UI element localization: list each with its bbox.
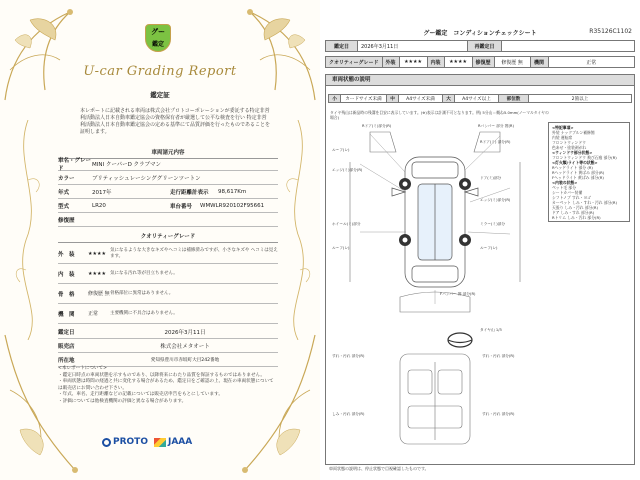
remarks-panel <box>548 122 630 222</box>
grade-description: 骨格部位に異常はありません。 <box>110 290 174 296</box>
grade-row-exterior <box>58 244 278 264</box>
vehicle-model-value: LR20 <box>92 203 106 209</box>
damage-label: Rドア(ミ)部分(R) <box>362 124 392 128</box>
flourish-left-side-decoration <box>8 120 48 340</box>
tire-legend-note: タイヤ残山は新品時の残溝を目安に表示しています。(※)表示は計測不可となります。例) 5分山＝概ね5.0mm(ノーマルタイヤの場合) <box>330 110 549 120</box>
engine-value: 正常 <box>548 57 634 68</box>
legend-small-desc: カードサイズ未満 <box>341 95 387 103</box>
vehicle-color-row <box>58 172 278 185</box>
remarks-line: シートカバー装備 <box>552 190 583 195</box>
legend-large: 大 <box>443 95 455 103</box>
damage-label: ルーフ(レ) <box>332 246 350 250</box>
vehicle-year-label: 年式 <box>58 190 70 196</box>
sheet-footer-note: 車両状態の説明は、停止状態で目視確認したものです。 <box>329 466 429 471</box>
history-label: 修復歴 <box>472 57 494 68</box>
remarks-line: 天張り しみ・汚れ 部分(R) <box>552 205 598 210</box>
appraisal-date-value: 2026年3月11日 <box>164 330 206 336</box>
jaaa-logo <box>154 437 192 447</box>
size-legend-table <box>328 94 632 103</box>
remarks-section-title: <灯火類/ライト等の状態> <box>552 160 598 165</box>
vehicle-history-row <box>58 214 278 227</box>
flourish-right-side-decoration <box>278 120 318 340</box>
vehicle-color-label: カラー <box>58 176 75 182</box>
remarks-line: 内装 運転席 <box>552 135 573 140</box>
grade-stars: 修復歴 無 <box>88 291 110 297</box>
remarks-line: Rヘッドライト 黄ばみ 部分(R) <box>552 170 605 175</box>
proto-logo-icon <box>102 438 111 447</box>
grade-stars: ★★★★ <box>88 270 106 277</box>
note-item: ・鑑定日時点の車両状態を示すものであり、以降将来にわたり品質を保証するものではありません。 <box>58 372 265 378</box>
remarks-line: カーペット しみ・すれ・汚れ 部分(R) <box>552 200 617 205</box>
remarks-line: Rヘッドライト 部分 (R) <box>552 165 593 170</box>
grade-description: 気になる汚れ等が目立ちません。 <box>110 270 178 276</box>
damage-label: Fバンパー 擦 部分(R) <box>440 292 476 296</box>
certificate-intro-text: 本レポートに記載される車両は株式会社プロトコーポレーションが委託する特定非営利活動法人日本自動車鑑定協会の資格保有者が厳選して公平な検査を行い 特定非営利活動法人日本自動車鑑定協会の定める基準にて品質評価を行ったものであることを証明します。 <box>80 108 271 135</box>
vehicle-section-title: 車両諸元内容 <box>58 148 278 159</box>
footer-logos <box>102 434 222 450</box>
state-section-title: 車両状態の説明 <box>325 74 635 85</box>
appraisal-date-label: 鑑定日 <box>58 330 75 336</box>
exterior-label: 外装 <box>382 57 399 68</box>
legend-medium-desc: A4サイズ未満 <box>399 95 443 103</box>
vehicle-year-value: 2017年 <box>92 190 112 196</box>
damage-label: タイヤ山 1/3 <box>480 328 502 332</box>
damage-label: しみ・汚れ 部分(R) <box>332 412 365 416</box>
legend-medium: 中 <box>387 95 399 103</box>
damage-label: ドア(ミ)部分 <box>480 176 502 180</box>
notes-title: <本レポートについて> <box>58 366 107 371</box>
proto-logo <box>102 437 148 447</box>
badge-bottom-text: 鑑定 <box>151 41 164 48</box>
vehicle-mileage-label: 走行距離計表示 <box>170 190 209 196</box>
grade-label: 外 装 <box>58 251 75 258</box>
damage-label: ルーフ(レ) <box>332 148 350 152</box>
sheet-date-table <box>325 40 635 52</box>
sheet-id: R35126C1102 <box>589 28 632 35</box>
history-value: 修復歴 無 <box>494 57 530 68</box>
grade-row-frame <box>58 284 278 304</box>
damage-label: ミラー(ミ)部分 <box>480 222 506 226</box>
vehicle-history-label: 修復歴 <box>58 218 75 224</box>
remarks-section-title: <特記事項> <box>552 125 574 130</box>
address-label: 所在地 <box>58 358 75 364</box>
damage-label: すれ・汚れ 部分(R) <box>482 412 515 416</box>
vehicle-name-row <box>58 158 278 171</box>
reappraisal-label: 再鑑定日 <box>468 41 502 52</box>
jaaa-logo-text: JAAA <box>167 437 193 447</box>
remarks-section-title: <ウィンドウ部分状態> <box>552 150 593 155</box>
note-item: ・評価については他検査機関の評価と異なる場合があります。 <box>58 398 187 404</box>
quality-label: クオリティーグレード <box>326 57 383 68</box>
dealer-row <box>58 340 278 353</box>
certificate-subtitle: 鑑定証 <box>150 91 170 99</box>
dealer-value: 株式会社メタオート <box>160 344 210 350</box>
legend-parts-value: 2箇以上 <box>529 95 632 103</box>
vehicle-damage-diagram <box>330 122 540 452</box>
legend-parts-label: 部位数 <box>499 95 529 103</box>
vehicle-chassis-label: 車台番号 <box>170 204 193 210</box>
vehicle-mileage-value: 98,617Km <box>218 189 247 195</box>
grade-label: 骨 格 <box>58 291 75 298</box>
exterior-value: ★★★★ <box>399 57 427 68</box>
vehicle-color-value: ブリティッシュレーシンググリーンツートン <box>92 176 201 182</box>
jaaa-logo-icon <box>154 438 166 447</box>
grade-description: 主要機関に不具合はありません。 <box>110 310 178 316</box>
proto-logo-text: PROTO <box>113 437 148 447</box>
damage-label: エッジ(ミ)部分(R) <box>480 198 511 202</box>
remarks-line: シフトノブ すれ・ヨゴ <box>552 195 591 200</box>
grade-stars: 正常 <box>88 311 99 317</box>
vehicle-model-label: 型式 <box>58 204 70 210</box>
remarks-line: 外装 ナックブルン補修箇 <box>552 130 595 135</box>
legend-large-desc: A4サイズ以上 <box>455 95 499 103</box>
damage-label: エッジ(ミ)部分(R) <box>332 168 363 172</box>
note-item: ・車両状態は時間の経過と共に変化する場合があるため、鑑定日をご確認の上、現在の車両状態については販売店にお問い合わせ下さい。 <box>58 379 274 391</box>
remarks-line: ドア しみ・すれ 部分(R) <box>552 210 595 215</box>
vehicle-chassis-value: WMWLR920102F95661 <box>200 203 265 209</box>
vehicle-name-label: 車名・グレード <box>58 158 92 172</box>
note-item: ・年式、車名、走行距離などの記載については販売店申告をもとにしています。 <box>58 392 223 397</box>
grade-label: 内 装 <box>58 271 75 278</box>
report-script-title: U-car Grading Report <box>83 64 237 79</box>
grade-stars: ★★★★ <box>88 250 106 257</box>
vehicle-year-row <box>58 186 278 199</box>
remarks-line: ペット毛 部分 <box>552 185 576 190</box>
address-value: 愛知県豊川市赤坂町大目242番地 <box>150 358 220 363</box>
damage-label: すれ・汚れ 部分(R) <box>332 354 365 358</box>
interior-label: 内装 <box>427 57 444 68</box>
badge-top-text: グー <box>151 28 165 36</box>
engine-label: 機関 <box>530 57 548 68</box>
appraisal-date-row <box>58 326 278 339</box>
reappraisal-value <box>502 41 635 52</box>
remarks-line: 色あせ・塗装剥がれ <box>552 145 587 150</box>
condition-check-sheet <box>320 0 640 480</box>
grade-description: 気になるような大きなキズやヘコミは補修済みですが、小さなキズや ヘコミは見えます。 <box>110 247 278 259</box>
damage-label: ルーフ(レ) <box>480 246 498 250</box>
sheet-grade-table <box>325 56 635 68</box>
quality-section-title: クオリティーグレード <box>58 232 278 243</box>
remarks-line: Fヘッドライト 黄ばみ 部分(R) <box>552 175 604 180</box>
damage-label: Rバンパー 部分 擦(R) <box>478 124 514 128</box>
report-notes <box>58 366 278 405</box>
legend-small: 小 <box>329 95 341 103</box>
date-value: 2026年3月11日 <box>358 41 468 52</box>
remarks-line: フロントウィンドウ <box>552 140 586 145</box>
grade-row-interior <box>58 264 278 284</box>
damage-label: Rドア(ミ) 部分(R) <box>480 140 511 144</box>
vehicle-model-row <box>58 200 278 213</box>
grade-row-engine <box>58 304 278 324</box>
dealer-label: 販売店 <box>58 344 75 350</box>
damage-label: すれ・汚れ 部分(R) <box>482 354 515 358</box>
vehicle-name-value: MINI クーパーD クラブマン <box>92 162 162 168</box>
grade-label: 機 関 <box>58 311 75 318</box>
sheet-title: グー鑑定 コンディションチェックシート <box>423 30 537 37</box>
remarks-line: Rトリム しみ・汚れ 部分(R) <box>552 215 601 220</box>
remarks-section-title: <内装の状態> <box>552 180 578 185</box>
date-label: 鑑定日 <box>326 41 358 52</box>
goo-appraisal-badge-icon <box>145 24 171 52</box>
remarks-line: フロントウィンドウ 飛び石痕 部分(R) <box>552 155 617 160</box>
damage-label: ホイール(ミ)部分 <box>332 222 361 226</box>
interior-value: ★★★★ <box>444 57 472 68</box>
